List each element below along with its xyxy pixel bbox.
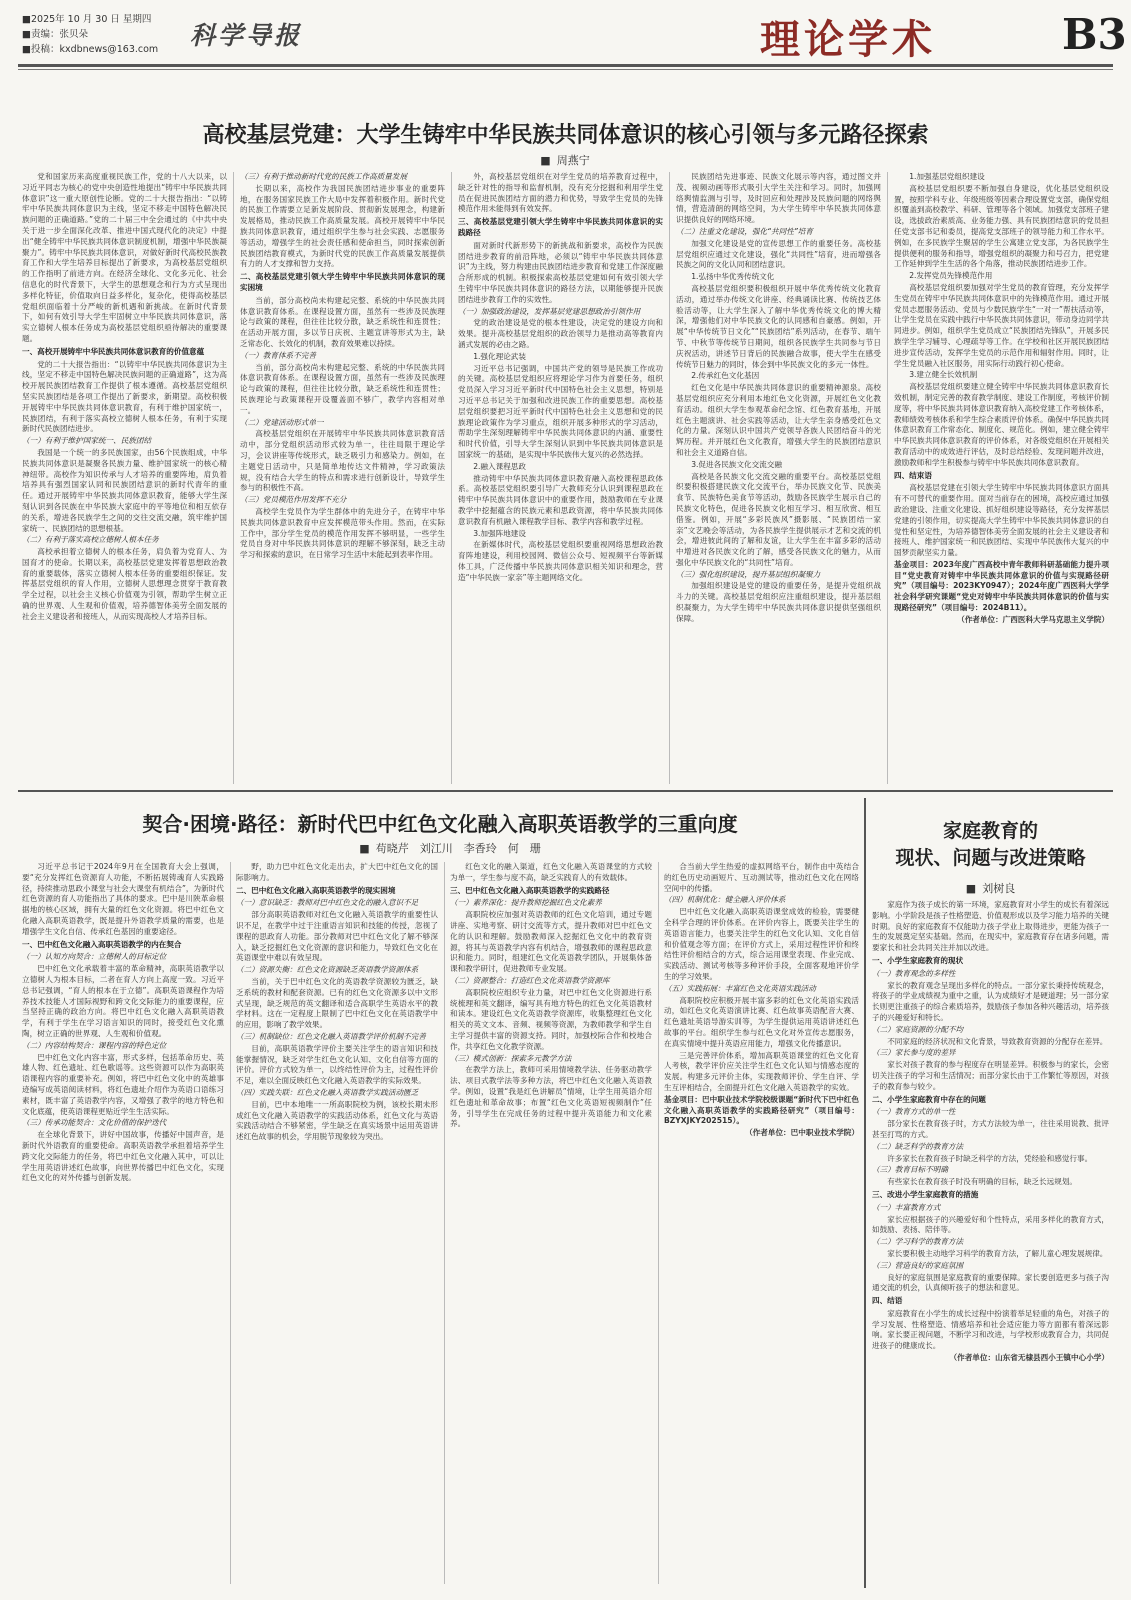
paragraph: 巴中红色文化承载着丰富的革命精神，高职英语教学以立德树人为根本目标，二者在育人方向上高度一致。习近平总书记强调，“育人的根本在于立德”。高职英语课程作为培养技术技能人才国际视野和跨文化交际能力的重要课程，应当坚持正确的政治方向。将巴中红色文化融入高职英语教学，有利于学生在学习语言知识的同时，接受红色文化熏陶，树立正确的世界观、人生观和价值观。 — [22, 964, 224, 1038]
paragraph: 2.发挥党员先锋模范作用 — [909, 271, 993, 281]
article1-column-1 — [22, 172, 227, 784]
section-rule — [18, 790, 1113, 792]
paragraph: 家长的教育观念呈现出多样化的特点。一部分家长秉持传统观念，将孩子的学业成绩视为重中之重，认为成绩好才是硬道理；另一部分家长则更注重孩子的综合素质培养，鼓励孩子参加各种兴趣活动，培养孩子的兴趣爱好和特长。 — [872, 980, 1109, 1022]
newspaper-masthead: 科学导报 — [190, 21, 303, 50]
paragraph: 部分高职英语教师对红色文化融入英语教学的重要性认识不足，在教学中过于注重语言知识和技能的传授，忽视了课程的思政育人功能。部分教师对巴中红色文化了解不够深入，缺乏挖掘红色文化资源的意识和能力，导致红色文化在英语课堂中难以有效呈现。 — [236, 910, 438, 963]
paragraph: 当前，部分高校尚未构建起完整、系统的中华民族共同体意识教育体系。在课程设置方面，虽然有一些涉及民族理论与政策的课程，但往往比较分散，缺乏系统性和连贯性；在活动开展方面，多以节日庆祝、主题宣讲等形式为主，缺乏常态化、长效化的机制，教育效果难以持续。 — [240, 295, 445, 348]
article2-column-4 — [664, 862, 859, 1584]
paragraph: 推动铸牢中华民族共同体意识教育融入高校课程思政体系。高校基层党组织要引导广大教师充分认识到课程思政在铸牢中华民族共同体意识中的重要作用，鼓励教师在专业课教学中挖掘蕴含的民族元素和思政资源，将中华民族共同体意识教育有机融入课程教学目标、教学内容和教学过程。 — [458, 473, 663, 526]
subsection-heading: （一）教育观念的多样性 — [872, 968, 956, 978]
subsection-heading: （一）认知方向契合：立德树人的目标定位 — [22, 952, 167, 962]
paragraph: 高职院校应加强对英语教师的红色文化培训，通过专题讲座、实地考察、研讨交流等方式，提升教师对巴中红色文化的认识和理解。鼓励教师深入挖掘红色文化中的教育资源，将其与英语教学内容有机结合，增强教师的课程思政意识和能力。同时，组建红色文化英语教学团队，开展集体备课和教学研讨，促进教师专业发展。 — [450, 910, 652, 974]
paragraph: 高校基层党组织要积极组织开展中华优秀传统文化教育活动，通过举办传统文化讲座、经典诵读比赛、传统技艺体验活动等，让大学生深入了解中华优秀传统文化的博大精深，增强他们对中华民族文化的认同感和自豪感。例如，开展“中华传统节日文化”“民族团结”系列活动，在春节、端午节、中秋节等传统节日期间，组织各民族学生共同参与节日庆祝活动，讲述节日背后的民族融合故事，使大学生在感受传统节日魅力的同时，体会到中华民族文化的多元一体性。 — [676, 283, 881, 369]
paragraph: 3.建立健全长效机制 — [909, 370, 978, 380]
paragraph: 面对新时代新形势下的新挑战和新要求，高校作为民族团结进步教育的前沿阵地，必须以“铸牢中华民族共同体意识”为主线，努力构建由民族团结进步教育和党建工作深度融合所形成的机制。积极探索高校基层党建如何有效引领大学生铸牢中华民族共同体意识的路径方法，以期能够提升民族团结进步教育工作的实效性。 — [458, 240, 663, 304]
paragraph: 高校是各民族文化交流交融的重要平台。高校基层党组织要积极搭建民族文化交流平台，举办民族文化节、民族美食节、民族特色美食节等活动，鼓励各民族学生展示自己的民族文化特色，促进各民族文化相互学习、相互欣赏、相互借鉴。例如，开展“多彩民族风”摄影展、“民族团结一家亲”文艺晚会等活动，为各民族学生提供展示才艺和交流的机会，增进彼此间的了解和友谊，让大学生在丰富多彩的活动中增进对各民族文化的了解，感受各民族文化的魅力，从而强化中华民族文化的“共同性”培育。 — [676, 471, 881, 567]
section-heading: 一、巴中红色文化融入高职英语教学的内在契合 — [22, 939, 182, 949]
column-divider — [669, 172, 670, 784]
article1-column-4 — [676, 172, 881, 784]
byline-mark: ■ — [965, 882, 977, 895]
subsection-heading: （三）传承功能契合：文化价值的保护迭代 — [22, 1118, 167, 1128]
section-heading: 四、结束语 — [894, 470, 932, 480]
paragraph: 1.强化理论武装 — [473, 351, 526, 361]
header-meta — [22, 12, 158, 57]
paragraph: 当前，关于巴中红色文化的英语教学资源较为匮乏，缺乏系统的教材和配套资源。已有的红色文化资源多以中文形式呈现，缺乏规范的英文翻译和适合高职学生英语水平的教学材料。这在一定程度上限制了巴中红色文化在英语教学中的应用，影响了教学效果。 — [236, 976, 438, 1030]
paragraph: 3.加强阵地建设 — [473, 528, 526, 538]
paragraph: 在教学方法上，教师可采用情境教学法、任务驱动教学法、项目式教学法等多种方法，将巴中红色文化融入英语教学。例如，设置“我是红色讲解员”情境，让学生用英语介绍红色遗址和革命故事；布置“红色文化英语短视频制作”任务，引导学生在完成任务的过程中提升英语能力和文化素养。 — [450, 1065, 652, 1129]
header-rule-thin — [18, 69, 1113, 70]
paragraph: 高校学生党员作为学生群体中的先进分子，在铸牢中华民族共同体意识教育中应发挥模范带头作用。然而，在实际工作中，部分学生党员的模范作用发挥不够明显，一些学生党员自身对中华民族共同体意识的理解不够深刻，缺乏主动学习和探索的意识，在日常学习生活中未能起到表率作用。 — [240, 506, 445, 560]
paragraph: 巴中红色文化内容丰富，形式多样，包括革命历史、英雄人物、红色遗址、红色歌谣等。这些资源可以作为高职英语课程内容的重要补充。例如，将巴中红色文化中的英雄事迹编写成英语阅读材料，将红色遗址介绍作为英语口语练习素材，既丰富了英语教学内容，又增强了教学的地方特色和文化底蕴，使英语课程更贴近学生生活实际。 — [22, 1052, 224, 1116]
paragraph: 家长要积极主动地学习科学的教育方法，了解儿童心理发展规律。 — [887, 1248, 1108, 1258]
byline-mark: ■ — [540, 154, 551, 167]
paragraph: 高校基层党建在引领大学生铸牢中华民族共同体意识方面具有不可替代的重要作用。面对当前存在的困境，高校应通过加强政治建设、注重文化建设、抓好组织建设等路径，充分发挥基层党建的引领作用，切实提高大学生铸牢中华民族共同体意识的自觉性和坚定性，为培养德智体美劳全面发展的社会主义建设者和接班人、维护国家统一和民族团结、实现中华民族伟大复兴的中国梦贡献坚实力量。 — [894, 483, 1109, 558]
paragraph: 野，助力巴中红色文化走出去，扩大巴中红色文化的国际影响力。 — [236, 862, 438, 882]
article1-column-2 — [240, 172, 445, 784]
paragraph: 部分家长在教育孩子时，方式方法较为单一，往往采用说教、批评甚至打骂的方式。 — [872, 1119, 1109, 1139]
side-divider — [864, 798, 866, 1588]
column-divider — [887, 172, 888, 784]
subsection-heading: （三）家长参与度的差异 — [872, 1048, 956, 1058]
paragraph: 合当前大学生热爱的虚拟网络平台，制作由中英结合的红色历史动画短片、互动测试等，推动红色文化在网络空间中的传播。 — [664, 862, 859, 893]
paragraph: 1.加强基层党组织建设 — [909, 172, 985, 181]
paragraph: 高校基层党组织要建立健全铸牢中华民族共同体意识教育长效机制，制定完善的教育教学制度、建设工作制度，考核评价制度等，将中华民族共同体意识教育纳入高校党建工作考核体系，教师绩效考核体系和学生综合素质评价体系。确保中华民族共同体意识教育工作常态化、制度化、规范化。例如，建立健全铸牢中华民族共同体意识教育的评价体系，对各级党组织在开展相关教育活动中的成效进行评估，及时总结经验、发现问题并改进，激励教师和学生积极参与铸牢中华民族共同体意识教育。 — [894, 382, 1109, 467]
paragraph: 党和国家历来高度重视民族工作，党的十八大以来，以习近平同志为核心的党中央创造性地提出“铸牢中华民族共同体意识”这一重大原创性论断。党的二十大报告指出：“以铸牢中华民族共同体意识为主线，坚定不移走中国特色解决民族问题的正确道路。”党的二十届三中全会通过的《中共中央关于进一步全面深化改革、推进中国式现代化的决定》中提出“健全铸牢中华民族共同体意识制度机制，增强中华民族凝聚力”。铸牢中华民族共同体意识，对做好新时代高校民族教育工作和大学生培养目标提出了新要求，为高校基层党组织的工作指明了前进方向。在经济全球化、文化多元化、社会信息化的时代背景下，大学生的思想观念和行为方式呈现出多样化特征，价值取向日益多样化，复杂化，使得高校基层党组织面临着十分严峻的新机遇和新挑战。在新时代背景下，如何有效引导大学生牢固树立中华民族共同体意识，落实立德树人根本任务成为高校基层党组织亟待解决的重要课题。 — [22, 172, 227, 343]
subsection-heading: （一）意识缺乏：教师对巴中红色文化的融入意识不足 — [236, 898, 419, 908]
column-divider — [658, 862, 659, 1584]
section-heading: 三、巴中红色文化融入高职英语教学的实践路径 — [450, 885, 610, 895]
subsection-heading: （二）注重文化建设，强化“共同性”培育 — [676, 226, 813, 236]
article1-title: 高校基层党建：大学生铸牢中华民族共同体意识的核心引领与多元路径探索 — [202, 123, 929, 148]
article1-byline — [420, 152, 710, 168]
section-heading: 四、结语 — [872, 1296, 903, 1306]
paragraph: 2.传承红色文化基因 — [691, 371, 760, 381]
article3-author: 刘树良 — [982, 882, 1016, 895]
paragraph: 习近平总书记强调，中国共产党的领导是民族工作成功的关键。高校基层党组织应将理论学习作为首要任务，组织党员深入学习习近平新时代中国特色社会主义思想，特别是习近平总书记关于加强和改进民族工作的重要思想。高校基层党组织要把习近平新时代中国特色社会主义思想和党的民族理论政策作为学习重点，组织开展多种形式的学习活动，帮助学生深刻理解铸牢中华民族共同体意识的内涵、重要性和时代价值，引导大学生深刻认识到中华民族共同体意识是国家统一的基础，是实现中华民族伟大复兴的必然选择。 — [458, 363, 663, 459]
paragraph: 加强文化建设是党的宣传思想工作的重要任务。高校基层党组织应通过文化建设，强化“共同性”培育，进而增强各民族之间的文化认同和团结意识。 — [676, 238, 881, 270]
byline-mark: ■ — [359, 842, 370, 855]
article3-title-line1: 家庭教育的 — [942, 820, 1038, 842]
subsection-heading: （一）加强政治建设，发挥基层党建思想政治引领作用 — [458, 306, 641, 316]
article3-title-line2: 现状、问题与改进策略 — [895, 847, 1086, 869]
paragraph: 红色文化的融入渠道，红色文化融入英语课堂的方式较为单一，学生参与度不高，缺乏实践育人的有效载体。 — [450, 862, 652, 882]
fund-note: 基金项目：巴中职业技术学院校级课题“新时代下巴中红色文化融入高职英语教学的实践路径研究”（项目编号：BZYXJKY202515）。 — [664, 1094, 859, 1126]
paragraph: 习近平总书记于2024年9月在全国教育大会上强调，要“充分发挥红色资源育人功能，不断拓展铸魂育人实践路径，持续推动思政小课堂与社会大课堂有机结合”，为新时代红色资源的育人功能指出了具体的要求。巴中是川陕革命根据地的核心区域，拥有大量的红色文化资源。将巴中红色文化融入高职英语教学，既是提升外语教学质量的需要，也是增强学生文化自信、传承红色基因的重要途径。 — [22, 862, 224, 936]
subsection-heading: （二）资源失衡：红色文化资源缺乏英语教学资源体系 — [236, 965, 419, 975]
submission-email: ■投稿：kxdbnews@163.com — [22, 44, 159, 55]
paragraph: 2.融入课程思政 — [473, 461, 526, 471]
paragraph: 不同家庭的经济状况和文化背景，导致教育资源的分配存在差异。 — [887, 1036, 1108, 1046]
subsection-heading: （四）机制优化：健全融入评价体系 — [664, 895, 786, 905]
section-heading: 三、改进小学生家庭教育的措施 — [872, 1189, 979, 1199]
subsection-heading: （四）实践失联：红色文化融入英语教学实践活动匮乏 — [236, 1087, 419, 1097]
subsection-heading: （二）资源整合：打造红色文化英语教学资源库 — [450, 975, 610, 985]
subsection-heading: （一）素养深化：提升教师挖掘红色文化素养 — [450, 898, 602, 908]
article2-title: 契合·困境·路径：新时代巴中红色文化融入高职英语教学的三重向度 — [142, 812, 738, 836]
paragraph: 在新媒体时代，高校基层党组织要重视网络思想政治教育阵地建设，利用校园网、微信公众号、短视频平台等新媒体工具，广泛传播中华民族共同体意识相关知识和理念，营造“中华民族一家亲”等主题网络文化。 — [458, 540, 663, 582]
paragraph: 红色文化是中华民族共同体意识的重要精神源泉。高校基层党组织应充分利用本地红色文化资源，开展红色文化教育活动。组织大学生参观革命纪念馆、红色教育基地，开展红色主题演讲、社会实践等活动，让大学生亲身感受红色文化的力量。深刻认识中国共产党领导各族人民团结奋斗的光辉历程。并开展红色文化教育，增强大学生的民族团结意识和社会主义道路自信。 — [676, 383, 881, 457]
article2-byline — [300, 840, 600, 856]
column-divider — [444, 862, 445, 1584]
section-heading: 二、巴中红色文化融入高职英语教学的现实困境 — [236, 885, 396, 895]
subsection-heading: （二）内容结构契合：课程内容的特色定位 — [22, 1040, 167, 1050]
paragraph: 外，高校基层党组织在对学生党员的培养教育过程中，缺乏针对性的指导和监督机制，没有充分挖掘和利用学生党员在促进民族团结方面的潜力和优势，导致学生党员的先锋模范作用未能得到有效发挥。 — [458, 172, 663, 214]
section-heading: 一、高校开展铸牢中华民族共同体意识教育的价值意蕴 — [22, 346, 205, 356]
subsection-heading: （二）缺乏科学的教育方法 — [872, 1141, 964, 1151]
paragraph: 1.弘扬中华优秀传统文化 — [691, 272, 775, 282]
paragraph: 长期以来，高校作为我国民族团结进步事业的重要阵地，在服务国家民族工作大局中发挥着积极作用。新时代党的民族工作需要立足新发展阶段、贯彻新发展理念，构建新发展格局，推动民族工作高质量发展。高校开展铸牢中华民族共同体意识教育，通过组织学生参与社会实践、志愿服务等活动，增强学生的社会责任感和使命担当，同时探索创新民族团结教育模式，为新时代党的民族工作高质量发展提供有力的人才支撑和智力支持。 — [240, 183, 445, 269]
page-number: B3 — [1062, 10, 1127, 59]
paragraph: 党的二十大报告指出：“以铸牢中华民族共同体意识为主线，坚定不移走中国特色解决民族问题的正确道路”，这为高校开展民族团结教育工作提供了根本遵循。高校基层党组织坚实民族团结是各项工作提出了新要求，新期望。高校积极开展铸牢中华民族共同体意识教育，有利于维护国家统一，民族团结，有利于落实高校立德树人根本任务，有利于实现新时代民族团结进步。 — [22, 359, 227, 434]
paragraph: 良好的家庭氛围是家庭教育的重要保障。家长要创造更多与孩子沟通交流的机会，认真倾听孩子的想法和意见。 — [872, 1272, 1109, 1293]
paragraph: 家庭作为孩子成长的第一环境，家庭教育对小学生的成长有着深远影响。小学阶段是孩子性格塑造、价值观形成以及学习能力培养的关键时期。良好的家庭教育不仅能助力孩子学业上取得进步，更能为孩子一生的发展奠定坚实基础。然而，在现实中，家庭教育存在诸多问题，需要家长和社会共同关注并加以改进。 — [872, 900, 1109, 953]
paragraph: 当前，部分高校尚未构建起完整、系统的中华民族共同体意识教育体系。在课程设置方面，虽然有一些涉及民族理论与政策的课程，但往往比较分散，缺乏系统性和连贯性；民族理论与政策课程开设覆盖面不够广，教学内容相对单一。 — [240, 362, 445, 415]
article3-column-1 — [872, 900, 1109, 1588]
author-affiliation: （作者单位：山东省无棣县西小王镇中心小学） — [949, 1353, 1109, 1363]
paragraph: 高职院校应组织专业力量，对巴中红色文化资源进行系统梳理和英文翻译，编写具有地方特色的红色文化英语教材和读本。建设红色文化英语教学资源库，收集整理红色文化相关的英文文本、音频、视频等资源，为教师教学和学生自主学习提供丰富的资源支持。同时，加强校际合作和校地合作，共享红色文化教学资源。 — [450, 987, 652, 1051]
column-divider — [230, 862, 231, 1584]
paragraph: 家长对孩子教育的参与程度存在明显差异。积极参与的家长，会密切关注孩子的学习和生活情况；而部分家长由于工作繁忙等原因，对孩子的教育参与较少。 — [872, 1060, 1109, 1091]
subsection-heading: （一）教育方式的单一性 — [872, 1107, 956, 1117]
article2-authors: 苟晓芹 刘江川 李香玲 何 珊 — [375, 842, 541, 855]
paragraph: 加强组织建设是党的建设的重要任务，是提升党组织战斗力的关键。高校基层党组织应注重组织建设，提升基层组织凝聚力，为大学生铸牢中华民族共同体意识提供坚强组织保障。 — [676, 581, 881, 623]
column-divider — [233, 172, 234, 784]
paragraph: 目前，高职英语教学评价主要关注学生的语言知识和技能掌握情况，缺乏对学生红色文化认知、文化自信等方面的评价。评价方式较为单一，以终结性评价为主，过程性评价不足，难以全面反映红色文化融入英语教学的实际效果。 — [236, 1043, 438, 1086]
subsection-heading: （三）有利于推动新时代党的民族工作高质量发展 — [240, 172, 408, 181]
subsection-heading: （三）模式创新：探索多元教学方法 — [450, 1053, 572, 1063]
author-affiliation: （作者单位：广西医科大学马克思主义学院） — [957, 614, 1109, 624]
section-heading: 二、高校基层党建引领大学生铸牢中华民族共同体意识的现实困境 — [240, 272, 445, 292]
subsection-heading: （二）学习科学的教育方法 — [872, 1237, 964, 1247]
paragraph: 高校基层党组织要加强对学生党员的教育管理，充分发挥学生党员在铸牢中华民族共同体意识中的先锋模范作用。通过开展党员志愿服务活动、党员与少数民族学生“一对一”帮扶活动等，让学生党员在实践中践行中华民族共同体意识，带动身边同学共同进步。例如，组织学生党员成立“民族团结先锋队”，开展多民族学生学习辅导、心理疏导等工作。在学校和社区开展民族团结进步宣传活动，发挥学生党员的示范作用和辐射作用。同时，让学生党员融入社区服务，用实际行动践行初心使命。 — [894, 282, 1109, 368]
author-affiliation: （作者单位：巴中职业技术学院） — [745, 1128, 859, 1138]
article2-column-2 — [236, 862, 438, 1584]
paragraph: 高校承担着立德树人的根本任务，肩负着为党育人、为国育才的使命。长期以来，高校基层党建发挥着思想政治教育的重要载体，落实立德树人根本任务的重要组织保证。发挥基层党组织的育人作用，立德树人思想理念贯穿于教育教学全过程，以社会主义核心价值观为引领，帮助学生树立正确的世界观、人生观和价值观，培养德智体美劳全面发展的社会主义建设者和接班人，从而实现高校人才培养目标。 — [22, 547, 227, 621]
paragraph: 许多家长在教育孩子时缺乏科学的方法，凭经验和感觉行事。 — [887, 1153, 1093, 1163]
paragraph: 党的政治建设是党的根本性建设，决定党的建设方向和效果。提升高校基层党组织的政治领导力是推动高等教育内涵式发展的必由之路。 — [458, 318, 663, 349]
paragraph: 民族团结先进事迹、民族文化展示等内容，通过图文并茂、视频动画等形式吸引大学生关注和学习。同时，加强网络舆情监测与引导，及时回应和处理涉及民族问题的网络舆情，营造清朗的网络空间，为大学生铸牢中华民族共同体意识提供良好的网络环境。 — [676, 172, 881, 225]
subsection-heading: （二）党建活动形式单一 — [240, 417, 324, 427]
paragraph: 在全球化背景下，讲好中国故事，传播好中国声音，是新时代外语教育的重要使命。高职英语教学承担着培养学生跨文化交际能力的任务，将巴中红色文化融入其中，可以让学生用英语讲述红色故事，向世界传播巴中红色文化，实现红色文化的对外传播与创新发展。 — [22, 1130, 224, 1183]
subsection-heading: （三）教育目标不明确 — [872, 1165, 948, 1175]
article3-byline — [868, 880, 1113, 896]
paragraph: 家长应根据孩子的兴趣爱好和个性特点，采用多样化的教育方式，如鼓励、表扬、陪伴等。 — [872, 1214, 1109, 1235]
column-title: 理论学术 — [760, 17, 936, 63]
subsection-heading: （一）教育体系不完善 — [240, 350, 316, 360]
paragraph: 有些家长在教育孩子时没有明确的目标，缺乏长远规划。 — [887, 1177, 1078, 1187]
subsection-heading: （二）家庭资源的分配不均 — [872, 1024, 964, 1034]
subsection-heading: （三）党员模范作用发挥不充分 — [240, 495, 347, 505]
header-rule — [18, 64, 1113, 67]
article2-column-3 — [450, 862, 652, 1584]
fund-note: 基金项目：2023年度广西高校中青年教师科研基础能力提升项目“党史教育对铸牢中华民族共同体意识的价值与实现路径研究”（项目编号：2023KY0947）；2024年度广西医科大学学社会科学研究课题“党史对铸牢中华民族共同体意识的价值与实现路径研究”（项目编号：2024B11）。 — [894, 559, 1109, 613]
subsection-heading: （三）强化组织建设，提升基层组织凝聚力 — [676, 569, 821, 579]
paragraph: 巴中红色文化融入高职英语课堂成效的检验，需要健全科学合理的评价体系。在评价内容上，既要关注学生的英语语言能力，也要关注学生的红色文化认知、文化自信和价值观念等方面；在评价方式上，采用过程性评价和终结性评价相结合的方式，综合运用课堂表现、作业完成、实践活动、测试考核等多种评价手段，全面客观地评价学生的学习效果。 — [664, 907, 859, 981]
paragraph: 高校基层党组织在开展铸牢中华民族共同体意识教育活动中，部分党组织活动形式较为单一，往往局限于理论学习，会议讲座等传统形式，缺乏吸引力和感染力。例如，在主题党日活动中，只是简单地传达文件精神，学习政策法规，没有结合大学生的特点和需求进行创新设计，导致学生参与的积极性不高。 — [240, 429, 445, 493]
subsection-heading: （一）有利于维护国家统一、民族团结 — [22, 436, 152, 446]
paragraph: 目前，巴中本地唯一一所高职院校为例，该校长期未形成红色文化融入英语教学的实践活动体系，红色文化与英语实践活动结合不够紧密，学生缺乏在真实场景中运用英语讲述红色故事的机会，学用脱节现象较为突出。 — [236, 1099, 438, 1142]
issue-date: ■2025年 10 月 30 日 星期四 — [22, 14, 152, 25]
column-divider — [451, 172, 452, 784]
subsection-heading: （一）丰富教育方式 — [872, 1202, 941, 1212]
section-heading: 三、高校基层党建引领大学生铸牢中华民族共同体意识的实践路径 — [458, 217, 663, 237]
subsection-heading: （二）有利于落实高校立德树人根本任务 — [22, 535, 159, 545]
subsection-heading: （三）营造良好的家庭氛围 — [872, 1260, 964, 1270]
paragraph: 高职院校应积极开展丰富多彩的红色文化英语实践活动，如红色文化英语演讲比赛、红色故事英语配音大赛、红色遗址英语导游实训等，为学生提供运用英语讲述红色故事的平台。组织学生参与红色文化对外宣传志愿服务，在真实情境中提升英语应用能力，增强文化传播意识。 — [664, 995, 859, 1048]
editor-line: ■责编：张贝朵 — [22, 29, 88, 40]
paragraph: 我国是一个统一的多民族国家，由56个民族组成，中华民族共同体意识是凝聚各民族力量、维护国家统一的核心精神纽带。高校作为知识传承与人才培养的重要阵地，肩负着培养具有强烈国家认同和民族团结意识的新时代青年的重任。通过开展铸牢中华民族共同体意识教育，能够大学生深刻认识到各民族在中华民族大家庭中的平等地位和相互依存的关系，增进各民族学生之间的交往交流交融，筑牢维护国家统一、民族团结的思想根基。 — [22, 447, 227, 533]
paragraph: 高校基层党组织要不断加强自身建设，优化基层党组织设置，按照学科专业、年级班级等因素合理设置党支部，确保党组织覆盖到高校教学、科研、管理等各个领域。加强党支部班子建设，选拔政治素质高、业务能力强、具有民族团结意识的党员担任党支部书记和委员，提高党支部班子的领导能力和工作水平。例如，在多民族学生聚居的学生公寓建立党支部，为各民族学生提供便利的服务和指导，增强党组织的凝聚力和号召力，把党建工作延伸到学生生活的各个角落，推动民族团结进步工作。 — [894, 183, 1109, 269]
paragraph: 3.促进各民族文化交流交融 — [691, 459, 782, 469]
paragraph: 家庭教育在小学生的成长过程中扮演着举足轻重的角色，对孩子的学习发展、性格塑造、情感培养和社会适应能力等方面都有着深远影响。家长要正视问题，不断学习和改进，与学校形成教育合力，共同促进孩子的健康成长。 — [872, 1308, 1109, 1351]
article1-author: 周燕宁 — [556, 154, 590, 167]
paragraph: 三是完善评价体系，增加高职英语课堂的红色文化育人考核，教学评价应关注学生红色文化认知与情感态度的发展。构建多元评价主体，实现教师评价、学生自评、学生互评相结合，全面提升红色文化融入英语教学的实效。 — [664, 1050, 859, 1092]
section-heading: 二、小学生家庭教育中存在的问题 — [872, 1094, 986, 1104]
article1-column-5 — [894, 172, 1109, 784]
subsection-heading: （三）机制缺位：红色文化融入英语教学评价机制不完善 — [236, 1031, 426, 1041]
subsection-heading: （五）实践拓展：丰富红色文化英语实践活动 — [664, 983, 816, 993]
article2-column-1 — [22, 862, 224, 1584]
section-heading: 一、小学生家庭教育的现状 — [872, 955, 964, 965]
article1-column-3 — [458, 172, 663, 784]
